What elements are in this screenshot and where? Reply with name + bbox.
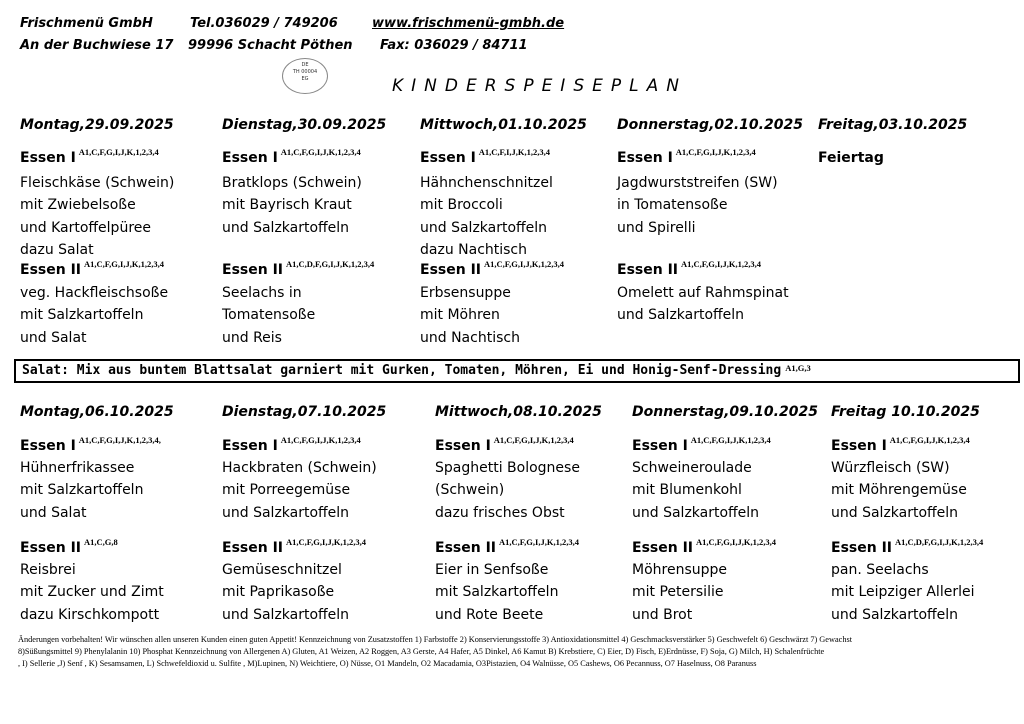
health-mark-seal: DE TH 00004 EG bbox=[282, 58, 328, 94]
meal-line: dazu Salat bbox=[20, 242, 94, 258]
meal-option-label: Essen I bbox=[435, 438, 491, 454]
meal-option-i-heading bbox=[435, 435, 574, 454]
meal-option-ii-heading bbox=[632, 537, 776, 556]
meal-option-label: Essen I bbox=[222, 438, 278, 454]
meal-line: Schweineroulade bbox=[632, 460, 752, 476]
day-heading: Freitag,03.10.2025 bbox=[818, 117, 968, 133]
meal-option-ii-heading bbox=[831, 537, 984, 556]
meal-line: mit Zucker und Zimt bbox=[20, 584, 164, 600]
day-heading: Dienstag,30.09.2025 bbox=[222, 117, 387, 133]
meal-option-label: Essen I bbox=[20, 150, 76, 166]
allergen-codes: A1,C,G,8 bbox=[83, 537, 118, 547]
meal-line: mit Petersilie bbox=[632, 584, 724, 600]
meal-line: mit Zwiebelsoße bbox=[20, 197, 136, 213]
meal-line: Gemüseschnitzel bbox=[222, 562, 342, 578]
meal-line: mit Salzkartoffeln bbox=[20, 482, 144, 498]
day-heading: Montag,06.10.2025 bbox=[20, 404, 174, 420]
meal-line: dazu Nachtisch bbox=[420, 242, 528, 258]
meal-option-label: Essen I bbox=[222, 150, 278, 166]
city-address: 99996 Schacht Pöthen bbox=[188, 38, 353, 53]
meal-line: mit Paprikasoße bbox=[222, 584, 335, 600]
meal-line: und Reis bbox=[222, 330, 282, 346]
meal-option-label: Essen I bbox=[617, 150, 673, 166]
day-heading: Mittwoch,01.10.2025 bbox=[420, 117, 587, 133]
meal-line: Fleischkäse (Schwein) bbox=[20, 175, 175, 191]
meal-option-label: Essen I bbox=[632, 438, 688, 454]
company-name: Frischmenü GmbH bbox=[20, 16, 153, 31]
allergen-codes: A1,C,F,G,I,J,K,1,2,3,4 bbox=[695, 537, 776, 547]
meal-line: Jagdwurststreifen (SW) bbox=[617, 175, 778, 191]
salad-banner bbox=[14, 359, 1020, 383]
meal-line: und Brot bbox=[632, 607, 693, 623]
meal-line: Bratklops (Schwein) bbox=[222, 175, 362, 191]
footer-line-1: Änderungen vorbehalten! Wir wünschen allen unseren Kunden einen guten Appetit! Kennzeichnung von Zusatzstoffen 1) Farbstoffe 2) Konservierungsstoffe 3) Antioxidationsmittel 4) Geschmacksverstärker 5) Geschwefelt 6) Geschwärzt 7) Gewachst bbox=[18, 635, 853, 644]
allergen-codes: A1,C,D,F,G,I,J,K,1,2,3,4 bbox=[894, 537, 984, 547]
meal-option-label: Essen II bbox=[435, 540, 496, 556]
meal-line: Tomatensoße bbox=[222, 307, 316, 323]
allergen-codes: A1,C,F,G,I,J,K,1,2,3,4, bbox=[78, 435, 161, 445]
allergen-codes: A1,C,F,G,I,J,K,1,2,3,4 bbox=[83, 259, 164, 269]
allergen-codes: A1,C,D,F,G,I,J,K,1,2,3,4 bbox=[285, 259, 375, 269]
meal-line: und Salzkartoffeln bbox=[632, 505, 760, 521]
meal-line: veg. Hackfleischsoße bbox=[20, 285, 169, 301]
meal-option-label: Essen II bbox=[420, 262, 481, 278]
meal-line: und Salzkartoffeln bbox=[222, 220, 350, 236]
allergen-codes: A1,C,F,I,J,K,1,2,3,4 bbox=[478, 147, 551, 157]
meal-option-label: Essen II bbox=[632, 540, 693, 556]
footer-line-3: , I) Sellerie ,J) Senf , K) Sesamsamen, L) Schwefeldioxid u. Sulfite , M)Lupinen, N) Weichtiere, O) Nüsse, O1 Mandeln, O2 Macadamia, O3Pistazien, O4 Walnüsse, O5 Cashews, O6 Pecannuss, O7 Haselnuss, O8 Paranuss bbox=[18, 659, 757, 668]
meal-line: dazu frisches Obst bbox=[435, 505, 565, 521]
meal-line: mit Broccoli bbox=[420, 197, 503, 213]
meal-option-label: Essen II bbox=[617, 262, 678, 278]
meal-line: mit Salzkartoffeln bbox=[435, 584, 559, 600]
meal-line: mit Blumenkohl bbox=[632, 482, 742, 498]
meal-line: Eier in Senfsoße bbox=[435, 562, 549, 578]
meal-line: und Salzkartoffeln bbox=[222, 607, 350, 623]
meal-option-ii-heading bbox=[20, 259, 164, 278]
day-heading: Mittwoch,08.10.2025 bbox=[435, 404, 602, 420]
meal-option-i-heading bbox=[632, 435, 771, 454]
meal-line: mit Porreegemüse bbox=[222, 482, 351, 498]
meal-line: Seelachs in bbox=[222, 285, 302, 301]
meal-line: Omelett auf Rahmspinat bbox=[617, 285, 789, 301]
page-title: KINDERSPEISEPLAN bbox=[392, 76, 687, 96]
meal-line: (Schwein) bbox=[435, 482, 505, 498]
meal-line: Erbsensuppe bbox=[420, 285, 511, 301]
allergen-codes: A1,C,F,G,I,J,K,1,2,3,4 bbox=[493, 435, 574, 445]
allergen-codes: A1,C,F,G,I,J,K,1,2,3,4 bbox=[280, 435, 361, 445]
day-heading: Montag,29.09.2025 bbox=[20, 117, 174, 133]
meal-line: Hühnerfrikassee bbox=[20, 460, 135, 476]
meal-option-label: Essen II bbox=[222, 540, 283, 556]
allergen-codes: A1,C,F,G,I,J,K,1,2,3,4 bbox=[280, 147, 361, 157]
allergen-codes: A1,C,F,G,I,J,K,1,2,3,4 bbox=[680, 259, 761, 269]
holiday-label: Feiertag bbox=[818, 150, 884, 166]
meal-line: mit Möhrengemüse bbox=[831, 482, 967, 498]
day-heading: Dienstag,07.10.2025 bbox=[222, 404, 387, 420]
meal-option-ii-heading bbox=[420, 259, 564, 278]
meal-option-ii-heading bbox=[222, 259, 375, 278]
salad-codes: A1,G,3 bbox=[785, 363, 811, 373]
allergen-codes: A1,C,F,G,I,J,K,1,2,3,4 bbox=[78, 147, 159, 157]
footer-line-2: 8)Süßungsmittel 9) Phenylalanin 10) Phosphat Kennzeichnung von Allergenen A) Gluten, A1 Weizen, A2 Roggen, A3 Gerste, A4 Hafer, A5 Dinkel, A6 Kamut B) Krebstiere, C) Eier, D) Fisch, E)Erdnüsse, F) Soja, G) Milch, H) Schalenfrüchte bbox=[18, 647, 825, 656]
meal-line: und Spirelli bbox=[617, 220, 696, 236]
allergen-codes: A1,C,F,G,I,J,K,1,2,3,4 bbox=[675, 147, 756, 157]
meal-option-i-heading bbox=[831, 435, 970, 454]
day-heading: Donnerstag,09.10.2025 bbox=[632, 404, 818, 420]
street-address: An der Buchwiese 17 bbox=[20, 38, 174, 53]
meal-line: und Nachtisch bbox=[420, 330, 520, 346]
meal-option-i-heading bbox=[20, 147, 159, 166]
meal-line: und Salzkartoffeln bbox=[617, 307, 745, 323]
meal-line: Hackbraten (Schwein) bbox=[222, 460, 377, 476]
fax-number: Fax: 036029 / 84711 bbox=[380, 38, 528, 53]
meal-line: dazu Kirschkompott bbox=[20, 607, 160, 623]
meal-option-ii-heading bbox=[435, 537, 579, 556]
meal-line: und Salzkartoffeln bbox=[420, 220, 548, 236]
meal-line: mit Salzkartoffeln bbox=[20, 307, 144, 323]
allergen-codes: A1,C,F,G,I,J,K,1,2,3,4 bbox=[483, 259, 564, 269]
meal-line: Würzfleisch (SW) bbox=[831, 460, 950, 476]
allergen-codes: A1,C,F,G,I,J,K,1,2,3,4 bbox=[285, 537, 366, 547]
meal-option-label: Essen I bbox=[831, 438, 887, 454]
meal-option-label: Essen II bbox=[20, 540, 81, 556]
meal-line: Spaghetti Bolognese bbox=[435, 460, 580, 476]
meal-option-label: Essen I bbox=[420, 150, 476, 166]
meal-line: Hähnchenschnitzel bbox=[420, 175, 553, 191]
salad-text: Salat: Mix aus buntem Blattsalat garniert mit Gurken, Tomaten, Möhren, Ei und Honig-Senf-Dressing bbox=[22, 363, 782, 378]
day-heading: Freitag 10.10.2025 bbox=[831, 404, 980, 420]
meal-line: in Tomatensoße bbox=[617, 197, 728, 213]
meal-option-label: Essen I bbox=[20, 438, 76, 454]
meal-line: Reisbrei bbox=[20, 562, 76, 578]
meal-option-i-heading bbox=[617, 147, 756, 166]
meal-option-ii-heading bbox=[20, 537, 118, 556]
website-link[interactable]: www.frischmenü-gmbh.de bbox=[372, 16, 565, 31]
meal-option-ii-heading bbox=[617, 259, 761, 278]
meal-option-i-heading bbox=[222, 147, 361, 166]
meal-option-i-heading bbox=[420, 147, 551, 166]
meal-line: und Salzkartoffeln bbox=[831, 505, 959, 521]
meal-option-i-heading bbox=[20, 435, 161, 454]
meal-option-ii-heading bbox=[222, 537, 366, 556]
meal-line: und Rote Beete bbox=[435, 607, 544, 623]
meal-option-label: Essen II bbox=[20, 262, 81, 278]
allergen-codes: A1,C,F,G,I,J,K,1,2,3,4 bbox=[498, 537, 579, 547]
meal-option-label: Essen II bbox=[222, 262, 283, 278]
meal-line: mit Möhren bbox=[420, 307, 500, 323]
meal-line: mit Leipziger Allerlei bbox=[831, 584, 975, 600]
allergen-codes: A1,C,F,G,I,J,K,1,2,3,4 bbox=[889, 435, 970, 445]
phone-number: Tel.036029 / 749206 bbox=[190, 16, 338, 31]
meal-line: mit Bayrisch Kraut bbox=[222, 197, 352, 213]
meal-line: pan. Seelachs bbox=[831, 562, 929, 578]
day-heading: Donnerstag,02.10.2025 bbox=[617, 117, 803, 133]
meal-line: und Salat bbox=[20, 330, 87, 346]
meal-line: und Kartoffelpüree bbox=[20, 220, 151, 236]
meal-line: und Salat bbox=[20, 505, 87, 521]
meal-line: und Salzkartoffeln bbox=[831, 607, 959, 623]
allergen-codes: A1,C,F,G,I,J,K,1,2,3,4 bbox=[690, 435, 771, 445]
meal-option-label: Essen II bbox=[831, 540, 892, 556]
meal-line: Möhrensuppe bbox=[632, 562, 728, 578]
meal-line: und Salzkartoffeln bbox=[222, 505, 350, 521]
meal-option-i-heading bbox=[222, 435, 361, 454]
